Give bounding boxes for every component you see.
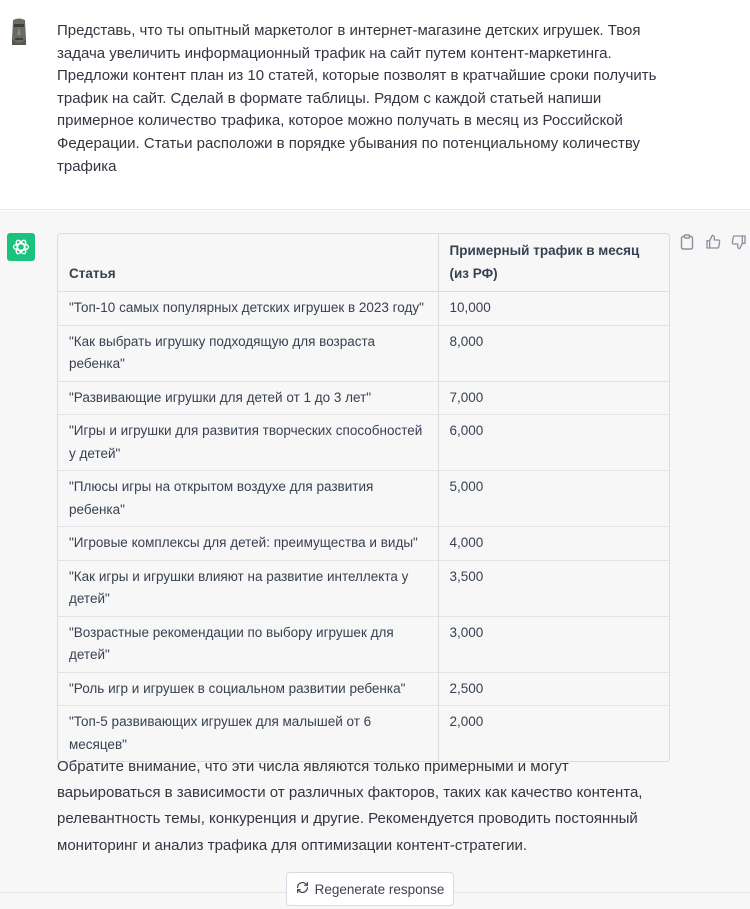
traffic-cell: 5,000: [438, 471, 669, 527]
user-message-text: Представь, что ты опытный маркетолог в интернет-магазине детских игрушек. Твоя задача увеличить информационный трафик на сайт путем контент-маркетинга. Предложи контент план из 10 статей, которые позволят в кратчайшие сроки получить трафик на сайт. Сделай в формате таблицы. Рядом с каждой статьей напиши примерное количество трафика, которое можно получать в месяц из Российской Федерации. Статьи расположи в порядке убывания по потенциальному количеству трафика: [57, 22, 657, 175]
regenerate-button[interactable]: [286, 872, 454, 906]
traffic-cell: 4,000: [438, 527, 669, 561]
traffic-cell: 6,000: [438, 415, 669, 471]
traffic-table: [57, 233, 670, 762]
table-row: [58, 415, 669, 471]
table-row: [58, 706, 669, 762]
message-actions: [678, 233, 748, 251]
table-row: [58, 381, 669, 415]
traffic-cell: 7,000: [438, 381, 669, 415]
thumbs-down-icon[interactable]: [730, 233, 748, 251]
article-cell: "Плюсы игры на открытом воздухе для развития ребенка": [58, 471, 438, 527]
table-header-row: [58, 234, 669, 292]
table-row: [58, 560, 669, 616]
table-row: [58, 616, 669, 672]
traffic-cell: 2,500: [438, 672, 669, 706]
moai-avatar-icon: [8, 17, 30, 47]
user-message: [0, 0, 750, 210]
table-row: [58, 672, 669, 706]
assistant-note: Обратите внимание, что эти числа являются только примерными и могут варьироваться в зависимости от различных факторов, таких как качество контента, релевантность темы, конкуренция и другие. Рекомендуется проводить постоянный мониторинг и анализ трафика для оптимизации контент-стратегии.: [57, 758, 643, 854]
traffic-cell: 3,000: [438, 616, 669, 672]
traffic-cell: 10,000: [449, 300, 491, 315]
article-cell: "Как выбрать игрушку подходящую для возраста ребенка": [58, 325, 438, 381]
thumbs-up-icon[interactable]: [704, 233, 722, 251]
table-row: [58, 292, 669, 326]
article-cell: "Возрастные рекомендации по выбору игрушек для детей": [58, 616, 438, 672]
regenerate-label: Regenerate response: [314, 881, 445, 897]
column-header-traffic: Примерный трафик в месяц (из РФ): [438, 234, 669, 292]
article-cell: "Топ-10 самых популярных детских игрушек в 2023 году": [58, 292, 438, 326]
article-cell: "Игровые комплексы для детей: преимущества и виды": [58, 527, 438, 561]
refresh-icon: [296, 881, 309, 897]
traffic-cell: 8,000: [438, 325, 669, 381]
article-cell: "Топ-5 развивающих игрушек для малышей от 6 месяцев": [58, 706, 438, 762]
traffic-cell: 2,000: [438, 706, 669, 762]
clipboard-icon[interactable]: [678, 233, 696, 251]
column-header-article: Статья: [58, 234, 438, 292]
table-row: [58, 325, 669, 381]
article-cell: "Игры и игрушки для развития творческих способностей у детей": [58, 415, 438, 471]
table-row: [58, 527, 669, 561]
article-cell: "Роль игр и игрушек в социальном развитии ребенка": [58, 672, 438, 706]
article-cell: "Развивающие игрушки для детей от 1 до 3 лет": [58, 381, 438, 415]
traffic-cell: 3,500: [438, 560, 669, 616]
table-row: [58, 471, 669, 527]
openai-logo-icon: [7, 233, 35, 261]
article-cell: "Как игры и игрушки влияют на развитие интеллекта у детей": [58, 560, 438, 616]
assistant-message: [0, 211, 750, 909]
